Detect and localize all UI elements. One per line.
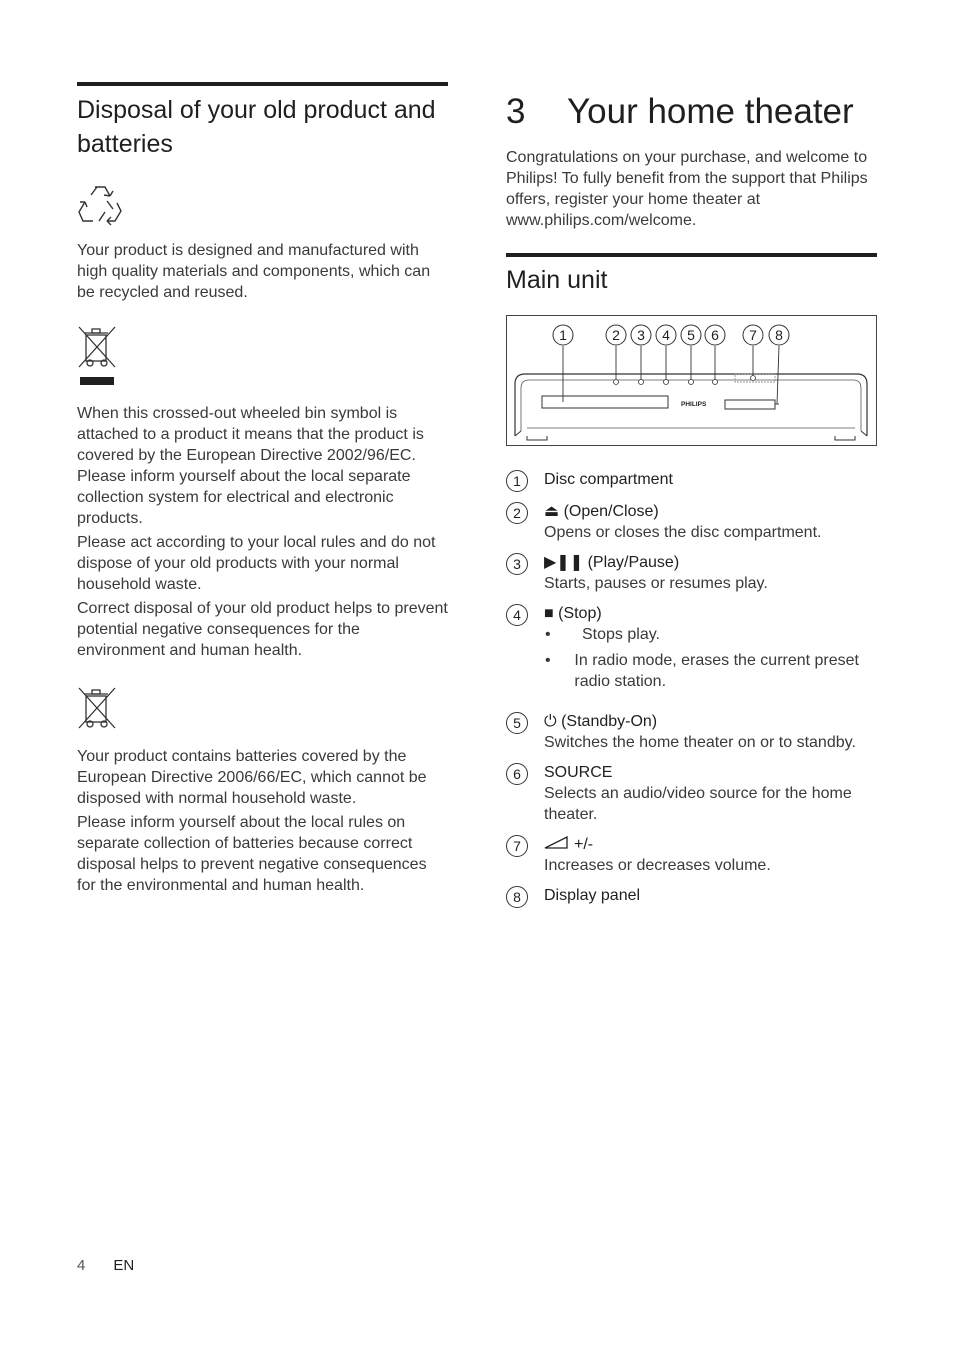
item-description: Increases or decreases volume. bbox=[544, 857, 771, 874]
callout-number: 8 bbox=[506, 886, 528, 908]
volume-wedge-icon bbox=[544, 836, 568, 849]
callout-label: 5 bbox=[687, 327, 695, 343]
item-title: ⏏ (Open/Close) bbox=[544, 503, 659, 520]
bullet-text: In radio mode, erases the current preset radio station. bbox=[574, 652, 859, 690]
page-footer bbox=[77, 1257, 134, 1274]
item-4 bbox=[506, 603, 877, 702]
callout-label: 3 bbox=[637, 327, 645, 343]
disposal-heading: Disposal of your old product and batteries bbox=[77, 96, 436, 158]
section-rule bbox=[506, 253, 877, 257]
callout-number: 1 bbox=[506, 470, 528, 492]
item-title: ▶❚❚ (Play/Pause) bbox=[544, 554, 680, 571]
item-title: ■ (Stop) bbox=[544, 605, 602, 622]
callout-number: 6 bbox=[506, 763, 528, 785]
item-body bbox=[544, 501, 821, 543]
main-unit-illustration bbox=[507, 316, 876, 445]
item-2 bbox=[506, 501, 877, 543]
section-rule bbox=[77, 82, 448, 86]
device-button bbox=[751, 376, 756, 381]
recycle-icon bbox=[77, 181, 123, 227]
main-unit-items bbox=[506, 469, 877, 908]
item-body bbox=[544, 762, 877, 825]
bullet-dot: • bbox=[545, 652, 551, 669]
page-number: 4 bbox=[77, 1257, 86, 1274]
device-button bbox=[664, 380, 669, 385]
item-8 bbox=[506, 885, 877, 908]
callout-number: 4 bbox=[506, 604, 528, 626]
device-button bbox=[639, 380, 644, 385]
callout-label: 7 bbox=[749, 327, 757, 343]
item-body bbox=[544, 885, 640, 908]
chapter-number: 3 bbox=[506, 92, 526, 131]
item-title: Display panel bbox=[544, 887, 641, 904]
item-title: Disc compartment bbox=[544, 471, 673, 488]
callout-leader-line bbox=[777, 346, 779, 404]
item-description: Selects an audio/video source for the home theater. bbox=[544, 785, 852, 823]
callout-number: 3 bbox=[506, 553, 528, 575]
device-button bbox=[689, 380, 694, 385]
language-code: EN bbox=[113, 1257, 135, 1274]
callout-label: 8 bbox=[775, 327, 783, 343]
callout-number: 2 bbox=[506, 502, 528, 524]
item-description: Starts, pauses or resumes play. bbox=[544, 575, 768, 592]
callout-label: 1 bbox=[559, 327, 567, 343]
item-description: Switches the home theater on or to standby. bbox=[544, 734, 856, 751]
item-5 bbox=[506, 711, 877, 753]
item-body bbox=[544, 834, 771, 876]
main-unit-diagram bbox=[506, 315, 877, 446]
right-column bbox=[506, 82, 877, 917]
item-body bbox=[544, 603, 877, 702]
intro-paragraph: Congratulations on your purchase, and welcome to Philips! To fully benefit from the support that Philips offers, register your home theater at www.philips.com/welcome. bbox=[506, 149, 868, 229]
item-body bbox=[544, 552, 768, 594]
item-title: ⏻ (Standby-On) bbox=[544, 713, 658, 730]
item-title bbox=[544, 834, 771, 855]
callout-label: 6 bbox=[711, 327, 719, 343]
item-6 bbox=[506, 762, 877, 825]
item-title-text: +/- bbox=[574, 836, 594, 853]
item-title: SOURCE bbox=[544, 764, 613, 781]
item-body bbox=[544, 469, 673, 492]
callout-label: 4 bbox=[662, 327, 670, 343]
battery-rules-paragraph: Please inform yourself about the local rules on separate collection of batteries because correct disposal helps to prevent negative consequences for the environmental and human health. bbox=[77, 814, 427, 894]
item-body bbox=[544, 711, 856, 753]
main-unit-heading: Main unit bbox=[506, 266, 608, 294]
bullet-item bbox=[544, 650, 877, 692]
callout-number: 5 bbox=[506, 712, 528, 734]
chapter-title: Your home theater bbox=[567, 92, 854, 131]
item-3 bbox=[506, 552, 877, 594]
left-column bbox=[77, 82, 448, 896]
bullet-dot: • bbox=[545, 626, 551, 643]
device-button bbox=[614, 380, 619, 385]
item-1 bbox=[506, 469, 877, 492]
callout-number: 7 bbox=[506, 835, 528, 857]
bullet-text: Stops play. bbox=[582, 626, 660, 643]
correct-disposal-paragraph: Correct disposal of your old product helps to prevent potential negative consequences for the environment and human health. bbox=[77, 600, 448, 659]
item-description: Opens or closes the disc compartment. bbox=[544, 524, 822, 541]
device-button bbox=[713, 380, 718, 385]
crossed-bin-battery-icon bbox=[77, 686, 117, 730]
chapter-heading bbox=[506, 92, 877, 132]
diagram-brand-label: PHILIPS bbox=[681, 401, 707, 408]
bin-paragraph: When this crossed-out wheeled bin symbol is attached to a product it means that the product is covered by the European Directive 2002/96/EC. Please inform yourself about the local separate collection system for electrical and electronic products. bbox=[77, 405, 424, 527]
bullet-item bbox=[544, 624, 877, 645]
crossed-bin-icon bbox=[77, 325, 117, 387]
local-rules-paragraph: Please act according to your local rules and do not dispose of your old products with your normal household waste. bbox=[77, 534, 436, 593]
recycle-paragraph: Your product is designed and manufactured with high quality materials and components, which can be recycled and reused. bbox=[77, 242, 431, 301]
battery-paragraph: Your product contains batteries covered by the European Directive 2006/66/EC, which cannot be disposed with normal household waste. bbox=[77, 748, 427, 807]
item-7 bbox=[506, 834, 877, 876]
callout-label: 2 bbox=[612, 327, 620, 343]
